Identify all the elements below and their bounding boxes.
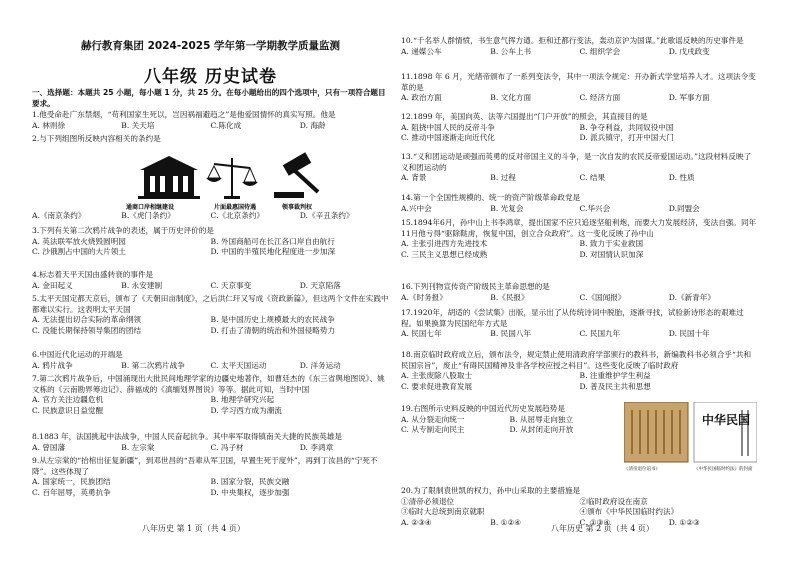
option[interactable]: D. 打击了清朝的统治和外国侵略势力 [210,325,336,335]
question-12 [401,112,758,144]
option[interactable]: C. 经济方面 [579,93,621,102]
question-stem: 20.为了限制袁世凯的权力，孙中山采取的主要措施是 [401,486,581,495]
option[interactable]: A. 主张废除八股取士 [401,371,473,380]
option[interactable]: B. 地理学研究兴起 [210,395,275,404]
option[interactable]: D. 对国情认识加深 [579,249,644,259]
option[interactable]: D. 中央集权，逐步加强 [210,487,290,497]
option[interactable]: C.陈化成 [210,120,242,130]
option[interactable]: B. 公车上书 [490,46,532,56]
caption-1: 通商口岸相继建设 [126,204,175,211]
question-5 [32,294,389,336]
option[interactable]: A. 官方关注边疆危机 [32,395,104,404]
caption-3: 领事裁判权 [282,204,313,211]
question-3 [32,226,389,258]
option[interactable]: D. 中国的半殖民地化程度进一步加深 [210,247,336,256]
question-stem: 6.中国近代化运动的开端是 [32,350,123,359]
option[interactable]: C. 从专制走向民主 [401,425,465,434]
option[interactable]: A. 民国七年 [401,329,442,338]
gavel-icon [274,152,318,198]
option[interactable]: A. 鸦片战争 [32,360,73,370]
question-13 [401,152,758,184]
question-stem: 3.下列有关第二次鸦片战争的表述，属于历史评价的是 [32,226,214,235]
document-images-svg [624,402,757,472]
option[interactable]: D. 海龄 [299,120,326,130]
scale-icon [206,158,258,199]
question-19 [401,404,618,436]
option[interactable]: C. 三民主义思想已经成熟 [401,249,488,259]
question-stem: 4.标志着天平天国由盛转衰的事件是 [32,270,154,279]
question-8 [32,432,389,453]
question-stem: 9.从左宗棠的“抬棺出征复新疆”，到邓世昌的“吾辈从军卫国，早置生死于度外”，再到丁汝昌的“宁死不降”。这些体现了 [32,456,378,476]
page-left: 赫行教育集团 2024-2025 学年第一学期教学质量监测 八年级 历史试卷 一、选择题：本题共 25 小题，每小题 1 分，共 25 分。在每小题给出的四个选项中，只有一项符合题目要求。 1.他受命赴广东禁烟，“苟利国家生死以，岂因祸福避趋之”是他爱国情怀的真实写照。他是 A. 林则徐 B. 关天培 C.陈化成 D. 海龄 2.与下列组图所反映内容相关的条约是 通商口岸相继建设 片面最惠国待遇 领事裁判权 A.《南京条约》 B.《虎门条约》 C.《北京条约》 D.《辛丑条约》 3.下列有关第二次鸦片战争的表述，属于历史评价的是 A. 英法联军放火烧毁圆明园 B. 外国商船可在长江各口岸自由航行 C. 沙俄割占中国的大片领土 D. 中国的半殖民地化程度进一步加深 4.标志着天平天国由盛转衰的事件是 A. 金田起义 B. 永安建制 C. 天京事变 D. 天京陷落 5.太平天国定都天京后，颁布了《天朝田亩制度》，之后洪仁玕又写成《资政新篇》，但这两个文件在实践中都难以实行。这表明太平天国 A. 无法提出切合实际的革命纲领 B. 是中国历史上规模最大的农民战争 C. 没能长期保持领导集团的团结 D. 打击了清朝的统治和外国侵略势力 6.中国近代化运动的开端是 A. 鸦片战争 B. 第二次鸦片战争 C. 太平天国运动 D. 洋务运动 7.第二次鸦片战争后，中国涌现出大批民间地理学家的边疆史地著作，如曹廷杰的《东三省舆地图说》、姚文栋的《云南勘界筹边记》、薛福成的《滇缅划界图说》等等。据此可知，当时中国 A. 官方关注边疆危机 B. 地理学研究兴起 C. 民族意识日益觉醒 D. 学习西方成为潮流 8.1883 年，法国挑起中法战争，中国人民奋起抗争。其中率军取得镇南关大捷的民族英雄是 A. 曾国藩 B. 左宗棠 C. 冯子材 D. 李鸿章 9.从左宗棠的“抬棺出征复新疆”，到邓世昌的“吾辈从军卫国，早置生死于度外”，再到丁汝昌的“宁死不降”。这些体现了 A. 国家统一，民族团结 B. 国家分裂，民族交融 C. 百年屈辱，英勇抗争 D. 中央集权，逐步加强 八年历史 第 1 页（共 4 页） [32,40,389,533]
question-stem: 15.1894年6月，孙中山上书李鸿章，提出国家不应只追逐坚船利炮，而要大力发展经济，变法自强。同年11月他亏得“驱除鞑虏，恢复中国，创立合众政府”。这一变化反映了孙中山 [401,218,757,238]
illustration-svg [104,152,334,212]
question-stem: 5.太平天国定都天京后，颁布了《天朝田亩制度》，之后洪仁玕又写成《资政新篇》，但这两个文件在实践中都难以实行。这表明太平天国 [32,294,389,314]
option[interactable]: B. 文化方面 [490,93,532,102]
question-stem: 8.1883 年，法国挑起中法战争，中国人民奋起抗争。其中率军取得镇南关大捷的民族英雄是 [32,432,342,441]
option[interactable]: C. 组织学会 [579,46,621,56]
option[interactable]: D. 普及民主共和思想 [579,381,651,391]
question-1 [32,110,389,131]
question-stem: 13.“义和团运动是顽强而英勇的反对帝国主义的斗争，是一次自发的农民反帝爱国运动。”这段材料反映了义和团运动的 [401,152,752,172]
option[interactable]: C. 冯子材 [210,442,244,452]
option[interactable]: B. 从屈辱走向独立 [509,414,574,424]
option[interactable]: D. 学习西方成为潮流 [210,405,282,415]
option[interactable]: A.兴中会 [401,203,432,213]
building-icon [138,156,200,199]
option[interactable]: B. 永安建制 [121,280,163,290]
option[interactable]: A. 递媒公车 [401,46,442,56]
option[interactable]: B. ①②④ [490,517,522,527]
option[interactable]: A. 从分裂走向统一 [401,414,465,424]
question-stem: 17.1920年，胡适的《尝试集》出版，显示出了从传统诗词中脱胎，逐渐寻找，试验新诗形态的艰难过程。如果换算为民国纪年方式是 [401,308,744,328]
option[interactable]: B. 争夺利益，共同奴役中国 [579,122,674,132]
question-4 [32,270,389,291]
question-18 [401,350,758,392]
school-title: 赫行教育集团 2024-2025 学年第一学期教学质量监测 [80,40,341,52]
option[interactable]: C. 民族意识日益觉醒 [32,405,104,415]
question-7 [32,374,389,416]
option[interactable]: D. 军事方面 [668,93,710,102]
question-10 [401,36,758,57]
option[interactable]: B.《虎门条约》 [121,211,175,220]
question-9 [32,456,389,498]
question-16 [401,282,758,303]
option: ①清帝必须退位 [401,496,455,506]
option[interactable]: D. 天京陷落 [299,280,341,290]
question-stem: 11.1898 年 6 月，光绪帝颁布了一系列变法令，其中一项法令规定：开办新式学堂培养人才。这项法令变革的是 [401,72,756,92]
option[interactable]: D. ①②③ [668,517,700,527]
option[interactable]: A. 曾国藩 [32,442,66,452]
option[interactable]: B. 左宗棠 [121,442,155,452]
option[interactable]: B. 光复会 [490,203,524,213]
question-2-illustrations [104,152,334,212]
option[interactable]: A. 英法联军放火烧毁圆明园 [32,236,126,246]
option[interactable]: A. 政治方面 [401,93,442,102]
option[interactable]: A. 无法提出切合实际的革命纲领 [32,315,142,324]
option[interactable]: C.《北京条约》 [210,211,265,220]
option[interactable]: D.同盟会 [668,203,700,213]
caption-2: 片面最惠国待遇 [214,204,257,211]
image-caption: 《清帝退位诏书》 [624,467,660,472]
option: ②临时政府设在南京 [579,496,648,506]
question-2 [32,134,389,145]
option[interactable]: B. 关天培 [121,120,155,130]
question-stem: 7.第二次鸦片战争后，中国涌现出大批民间地理学家的边疆史地著作，如曹廷杰的《东三省舆地图说》、姚文栋的《云南勘界筹边记》、薛福成的《滇缅划界图说》等等。据此可知，当时中国 [32,374,385,394]
option[interactable]: C. 民国九年 [579,329,621,338]
question-stem: 19.右图所示史料反映的中国近代历史发展趋势是 [401,404,565,413]
question-15 [401,218,758,260]
option[interactable]: B. 国家分裂，民族交融 [210,477,290,486]
question-stem: 2.与下列组图所反映内容相关的条约是 [32,134,161,143]
question-6 [32,350,389,371]
option[interactable]: C. 太平天国运动 [210,360,267,370]
question-stem: 10.“千名举人群情愤，书生意气挥方遒。拒和迁都行变法，轰动京沪为国谋。”此歌谣反映的历史事件是 [401,36,744,45]
option[interactable]: C. ①③④ [579,517,611,527]
option[interactable]: B. 是中国历史上规模最大的农民战争 [210,315,335,324]
option[interactable]: C. 没能长期保持领导集团的团结 [32,325,142,335]
exam-title: 八年级 历史试卷 [144,67,277,87]
option[interactable]: C. 结果 [579,173,606,182]
option[interactable]: B.《民报》 [490,292,529,302]
option[interactable]: D. 民国十年 [668,329,710,338]
option[interactable]: D. 洋务运动 [299,360,341,370]
option[interactable]: A.《时务报》 [401,292,447,302]
option[interactable]: C. 百年屈辱，英勇抗争 [32,487,111,497]
question-stem: 12.1899 年，美国向英、法等六国提出“门户开放”的照会，其直接目的是 [401,112,648,121]
option[interactable]: D. 李鸿章 [299,442,334,452]
option[interactable]: C. 沙俄割占中国的大片领土 [32,247,126,256]
question-11 [401,72,758,104]
option[interactable]: B. 致力于实业救国 [579,239,644,248]
option[interactable]: B. 注重维护学生利益 [579,371,651,380]
question-2-options [32,211,389,222]
option: ③临时大总统到南京就职 [401,507,485,516]
option[interactable]: D.《新青年》 [668,292,715,302]
option[interactable]: C. 推动中国逐渐走向近代化 [401,133,495,142]
option[interactable]: B. 过程 [490,173,516,182]
option: ④颁布《中华民国临时约法》 [579,507,679,516]
instructions: 一、选择题：本题共 25 小题，每小题 1 分，共 25 分。在每小题给出的四个选项中，只有一项符合题目要求。 [32,88,386,108]
option[interactable]: B. 民国八年 [490,329,532,338]
option[interactable]: A. 背景 [401,173,427,182]
option[interactable]: A. ②③④ [401,517,432,527]
option[interactable]: D. 从封闭走向开放 [509,425,574,434]
image-caption: 《中华民国临时约法》的封面 [694,467,753,472]
question-stem: 18.南京临时政府成立后，颁布法令，规定禁止使用清政府学部颁行的教科书，新编教科书必须合乎“共和民国宗旨”，废止“有碍民国精神及非各学校应授之科目”。这些变化反映了临时政府 [401,350,752,370]
option[interactable]: D.《辛丑条约》 [299,211,354,220]
option[interactable]: C.《国闻报》 [579,292,626,302]
option[interactable]: A. 国家统一，民族团结 [32,477,111,486]
option[interactable]: D. 派兵镇守，打开中国大门 [579,133,674,142]
option[interactable]: A.《南京条约》 [32,211,86,220]
option[interactable]: A. 主张引进西方先进技术 [401,239,488,248]
cover-seal-text: 中华民国 [702,413,751,427]
question-stem: 1.他受命赴广东禁烟，“苟利国家生死以，岂因祸福避趋之”是他爱国情怀的真实写照。他是 [32,110,336,119]
question-14 [401,193,758,214]
question-20 [401,486,758,528]
question-stem: 16.下列刊物宣传资产阶级民主革命思想的是 [401,282,550,291]
option[interactable]: B. 外国商船可在长江各口岸自由航行 [210,236,335,246]
option[interactable]: A. 金田起义 [32,280,73,290]
option[interactable]: C. 天京事变 [210,280,252,290]
option[interactable]: C. 要求促进教育发展 [401,381,473,391]
page-right: 10.“千名举人群情愤，书生意气挥方遒。拒和迁都行变法，轰动京沪为国谋。”此歌谣反映的历史事件是 A. 递媒公车 B. 公车上书 C. 组织学会 D. 戊戌政变 11.1898 年 6 月，光绪帝颁布了一系列变法令，其中一项法令规定：开办新式学堂培养人才。这项法令变革的是 A. 政治方面 B. 文化方面 C. 经济方面 D. 军事方面 12.1899 年，美国向英、法等六国提出“门户开放”的照会，其直接目的是 A. 阻挠中国人民的反帝斗争 B. 争夺利益，共同奴役中国 C. 推动中国逐渐走向近代化 D. 派兵镇守，打开中国大门 13.“义和团运动是顽强而英勇的反对帝国主义的斗争，是一次自发的农民反帝爱国运动。”这段材料反映了义和团运动的 A. 背景 B. 过程 C. 结果 D. 性质 14.第一个全国性规模的、统一的资产阶级革命政党是 A.兴中会 B. 光复会 C.华兴会 D.同盟会 15.1894年6月，孙中山上书李鸿章，提出国家不应只追逐坚船利炮，而要大力发展经济，变法自强。同年11月他亏得“驱除鞑虏，恢复中国，创立合众政府”。这一变化反映了孙中山 A. 主张引进西方先进技术 B. 致力于实业救国 C. 三民主义思想已经成熟 D. 对国情认识加深 16.下列刊物宣传资产阶级民主革命思想的是 A.《时务报》 B.《民报》 C.《国闻报》 D.《新青年》 17.1920年，胡适的《尝试集》出版，显示出了从传统诗词中脱胎，逐渐寻找，试验新诗形态的艰难过程。如果换算为民国纪年方式是 A. 民国七年 B. 民国八年 C. 民国九年 D. 民国十年 18.南京临时政府成立后，颁布法令，规定禁止使用清政府学部颁行的教科书，新编教科书必须合乎“共和民国宗旨”，废止“有碍民国精神及非各学校应授之科目”。这些变化反映了临时政府 A. 主张废除八股取士 B. 注重维护学生利益 C. 要求促进教育发展 D. 普及民主共和思想 19.右图所示史料反映的中国近代历史发展趋势是 A. 从分裂走向统一 B. 从屈辱走向独立 C. 从专制走向民主 D. 从封闭走向开放 中华民国 《清帝退位诏书》 《中华民国临时约法》的封面 20.为了限制袁世凯的权力，孙中山采取的主要措施是 ①清帝必须退位 ②临时政府设在南京 ③临时大总统到南京就职 ④颁布《中华民国临时约法》 A. ②③④ B. ①②④ C. ①③④ D. ①②③ 八年历史 第 2 页（共 4 页） [401,36,757,533]
question-19-images [624,402,757,472]
question-stem: 14.第一个全国性规模的、统一的资产阶级革命政党是 [401,193,581,202]
option[interactable]: B. 第二次鸦片战争 [121,360,185,370]
option[interactable]: C.华兴会 [579,203,611,213]
option[interactable]: A. 阻挠中国人民的反帝斗争 [401,122,495,132]
option[interactable]: A. 林则徐 [32,120,66,130]
option[interactable]: D. 戊戌政变 [668,46,710,56]
question-17 [401,308,758,340]
option[interactable]: D. 性质 [668,173,695,182]
